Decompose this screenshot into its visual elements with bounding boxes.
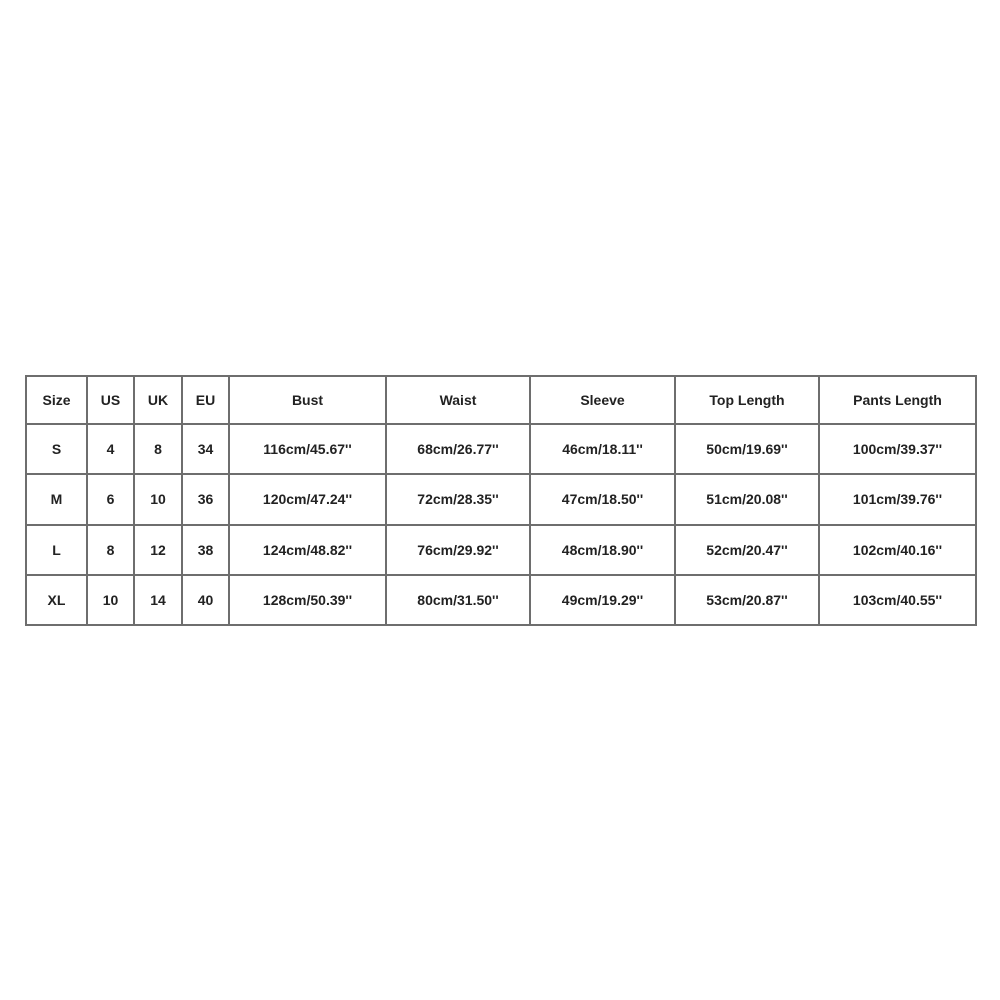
cell-pants-length: 102cm/40.16'' (819, 525, 976, 575)
cell-top-length: 51cm/20.08'' (675, 474, 819, 524)
cell-us: 10 (87, 575, 134, 625)
table-row (26, 525, 976, 575)
cell-eu: 34 (182, 424, 229, 474)
cell-pants-length: 100cm/39.37'' (819, 424, 976, 474)
cell-us: 4 (87, 424, 134, 474)
cell-uk: 8 (134, 424, 182, 474)
cell-eu: 40 (182, 575, 229, 625)
cell-top-length: 52cm/20.47'' (675, 525, 819, 575)
cell-uk: 14 (134, 575, 182, 625)
cell-waist: 72cm/28.35'' (386, 474, 530, 524)
header-us: US (87, 376, 134, 424)
cell-size: XL (26, 575, 87, 625)
size-chart-table (25, 375, 977, 626)
cell-us: 6 (87, 474, 134, 524)
cell-top-length: 50cm/19.69'' (675, 424, 819, 474)
cell-eu: 36 (182, 474, 229, 524)
cell-waist: 80cm/31.50'' (386, 575, 530, 625)
cell-size: S (26, 424, 87, 474)
header-pants-length: Pants Length (819, 376, 976, 424)
header-row (26, 376, 976, 424)
cell-bust: 128cm/50.39'' (229, 575, 386, 625)
cell-uk: 10 (134, 474, 182, 524)
cell-size: M (26, 474, 87, 524)
cell-bust: 124cm/48.82'' (229, 525, 386, 575)
header-top-length: Top Length (675, 376, 819, 424)
cell-waist: 76cm/29.92'' (386, 525, 530, 575)
table-row (26, 424, 976, 474)
cell-bust: 116cm/45.67'' (229, 424, 386, 474)
cell-sleeve: 49cm/19.29'' (530, 575, 675, 625)
cell-uk: 12 (134, 525, 182, 575)
table-row (26, 474, 976, 524)
cell-waist: 68cm/26.77'' (386, 424, 530, 474)
header-eu: EU (182, 376, 229, 424)
cell-size: L (26, 525, 87, 575)
header-size: Size (26, 376, 87, 424)
cell-top-length: 53cm/20.87'' (675, 575, 819, 625)
table-row (26, 575, 976, 625)
header-sleeve: Sleeve (530, 376, 675, 424)
cell-pants-length: 103cm/40.55'' (819, 575, 976, 625)
cell-sleeve: 46cm/18.11'' (530, 424, 675, 474)
cell-sleeve: 48cm/18.90'' (530, 525, 675, 575)
cell-pants-length: 101cm/39.76'' (819, 474, 976, 524)
header-uk: UK (134, 376, 182, 424)
cell-sleeve: 47cm/18.50'' (530, 474, 675, 524)
cell-eu: 38 (182, 525, 229, 575)
cell-bust: 120cm/47.24'' (229, 474, 386, 524)
cell-us: 8 (87, 525, 134, 575)
header-bust: Bust (229, 376, 386, 424)
header-waist: Waist (386, 376, 530, 424)
